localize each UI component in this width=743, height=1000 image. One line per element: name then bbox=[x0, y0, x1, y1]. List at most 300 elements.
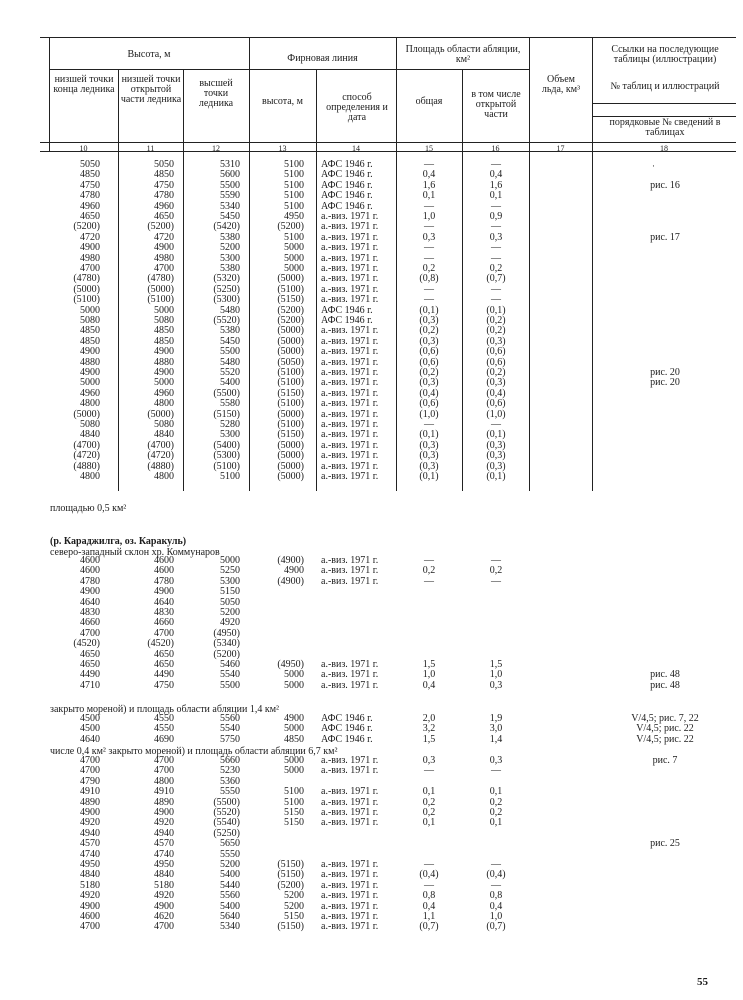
cell-c11: 4700 bbox=[154, 755, 174, 766]
table-row bbox=[40, 472, 736, 482]
cell-c15: (0,3) bbox=[419, 315, 439, 326]
cell-c13: (5000) bbox=[277, 346, 304, 358]
table-row bbox=[40, 839, 736, 849]
cell-c11: 4780 bbox=[154, 190, 174, 202]
refs-numbers-title: порядковые № сведений в таблицах bbox=[609, 117, 721, 138]
colnum-10: 10 bbox=[79, 144, 88, 153]
cell-c10: 4900 bbox=[80, 242, 100, 254]
cell-c10: 4850 bbox=[80, 169, 100, 181]
cell-c13: 5150 bbox=[284, 817, 304, 829]
cell-c18: рис. 25 bbox=[650, 838, 680, 850]
cell-c12: 5250 bbox=[220, 565, 240, 577]
cell-c10: (5100) bbox=[73, 294, 100, 306]
cell-c10: 4830 bbox=[80, 607, 100, 618]
cell-c15: — bbox=[424, 765, 434, 777]
cell-c14: а.-виз. 1971 г. bbox=[321, 575, 379, 587]
cell-c13: (5150) bbox=[277, 387, 304, 399]
cell-c15: — bbox=[424, 221, 434, 233]
cell-c12: 5380 bbox=[220, 231, 240, 243]
cell-c13: (4900) bbox=[277, 575, 304, 587]
table-row bbox=[40, 587, 736, 597]
cell-c10: 4600 bbox=[80, 565, 100, 577]
highest-point-title: высшей точки ледника bbox=[198, 78, 234, 109]
cell-c12: 5500 bbox=[220, 179, 240, 191]
cell-c10: (4700) bbox=[73, 439, 100, 451]
cell-c13: (5100) bbox=[277, 419, 304, 430]
cell-c11: 4900 bbox=[154, 346, 174, 358]
cell-c13: (5000) bbox=[277, 450, 304, 462]
table-row bbox=[40, 337, 736, 347]
cell-c16: — bbox=[491, 575, 501, 587]
cell-c13: 5000 bbox=[284, 263, 304, 274]
cell-c12: (5500) bbox=[213, 387, 240, 399]
cell-c10: 4640 bbox=[80, 596, 100, 608]
cell-c10: 4900 bbox=[80, 807, 100, 818]
cell-c15: (1,0) bbox=[419, 408, 439, 420]
cell-c16: 0,2 bbox=[489, 807, 503, 818]
cell-c12: 5520 bbox=[220, 367, 240, 378]
cell-c16: 1,5 bbox=[489, 659, 503, 670]
cell-c11: 4690 bbox=[154, 733, 174, 745]
cell-c14: АФС 1946 г. bbox=[321, 304, 373, 316]
colnum-14: 14 bbox=[352, 144, 360, 153]
section-title: (р. Караджилга, оз. Каракуль) bbox=[50, 536, 187, 547]
cell-c10: 4720 bbox=[80, 231, 100, 243]
cell-c14: а.-виз. 1971 г. bbox=[321, 659, 379, 670]
cell-c16: (0,6) bbox=[486, 398, 506, 410]
cell-c11: 4920 bbox=[154, 890, 174, 902]
cell-c10: 4700 bbox=[80, 755, 100, 766]
cell-c11: 5000 bbox=[154, 377, 174, 389]
cell-c10: 4960 bbox=[80, 387, 100, 399]
cell-c11: (5000) bbox=[147, 408, 174, 420]
cell-c10: 4700 bbox=[80, 627, 100, 639]
cell-c10: 4900 bbox=[80, 367, 100, 378]
cell-c11: 4750 bbox=[154, 679, 174, 691]
table-row bbox=[40, 295, 736, 305]
cell-c16: 1,9 bbox=[489, 713, 503, 724]
cell-c11: 4900 bbox=[154, 367, 174, 378]
cell-c11: 4890 bbox=[154, 796, 174, 808]
cell-c15: 0,2 bbox=[422, 796, 436, 808]
cell-c12: (5500) bbox=[213, 796, 240, 808]
cell-c16: — bbox=[491, 294, 501, 306]
table-row bbox=[40, 724, 736, 734]
cell-c14: а.-виз. 1971 г. bbox=[321, 565, 379, 577]
cell-c14: а.-виз. 1971 г. bbox=[321, 273, 379, 285]
cell-c12: (5320) bbox=[213, 273, 240, 285]
cell-c10: 4780 bbox=[80, 190, 100, 202]
height-group-title: Высота, м bbox=[127, 49, 171, 60]
cell-c10: 4900 bbox=[80, 586, 100, 598]
cell-c11: (5100) bbox=[147, 294, 174, 306]
cell-c10: 4980 bbox=[80, 252, 100, 264]
cell-c16: 1,0 bbox=[489, 911, 503, 922]
cell-c14: а.-виз. 1971 г. bbox=[321, 679, 379, 691]
cell-c15: (0,4) bbox=[419, 869, 439, 881]
cell-c13: (5050) bbox=[277, 356, 304, 368]
cell-c11: 4700 bbox=[154, 765, 174, 777]
cell-c16: — bbox=[491, 283, 501, 295]
cell-c11: 4720 bbox=[154, 231, 174, 243]
table-row bbox=[40, 306, 736, 316]
cell-c11: 4650 bbox=[154, 648, 174, 660]
cell-c12: 5310 bbox=[220, 159, 240, 170]
cell-c14: а.-виз. 1971 г. bbox=[321, 869, 379, 881]
cell-c12: (5520) bbox=[213, 807, 240, 818]
cell-c12: (5300) bbox=[213, 450, 240, 462]
cell-c14: АФС 1946 г. bbox=[321, 159, 373, 170]
table-row bbox=[40, 410, 736, 420]
colnum-18: 18 bbox=[660, 144, 668, 153]
cell-c14: а.-виз. 1971 г. bbox=[321, 755, 379, 766]
cell-c16: (0,1) bbox=[486, 429, 506, 441]
cell-c12: (5520) bbox=[213, 315, 240, 326]
cell-c13: (5200) bbox=[277, 304, 304, 316]
cell-c14: а.-виз. 1971 г. bbox=[321, 419, 379, 430]
cell-c16: 0,1 bbox=[489, 817, 503, 829]
table-row bbox=[40, 881, 736, 891]
cell-c12: 5750 bbox=[220, 733, 240, 745]
cell-c15: (0,3) bbox=[419, 335, 439, 347]
table-row bbox=[40, 285, 736, 295]
table-row bbox=[40, 181, 736, 191]
cell-c15: — bbox=[424, 200, 434, 212]
cell-c13: 4900 bbox=[284, 565, 304, 577]
cell-c12: 5360 bbox=[220, 775, 240, 787]
cell-c11: 4850 bbox=[154, 335, 174, 347]
cell-c14: АФС 1946 г. bbox=[321, 179, 373, 191]
cell-c18: рис. 20 bbox=[650, 367, 680, 378]
cell-c12: 5100 bbox=[220, 471, 240, 482]
table-row bbox=[40, 650, 736, 660]
table-row bbox=[40, 264, 736, 274]
firn-method-title: способ определения и дата bbox=[326, 92, 388, 123]
cell-c16: 0,1 bbox=[489, 786, 503, 798]
cell-c13: (4900) bbox=[277, 555, 304, 566]
cell-c15: 1,0 bbox=[422, 211, 436, 222]
cell-c14: а.-виз. 1971 г. bbox=[321, 471, 379, 482]
cell-c10: 4950 bbox=[80, 859, 100, 870]
cell-c12: 5540 bbox=[220, 723, 240, 735]
table-row bbox=[40, 639, 736, 649]
cell-c13: (5150) bbox=[277, 921, 304, 933]
cell-c16: — bbox=[491, 765, 501, 777]
cell-c15: 0,4 bbox=[422, 679, 436, 691]
cell-c13: 5000 bbox=[284, 723, 304, 735]
cell-c12: 5300 bbox=[220, 252, 240, 264]
cell-c16: 1,6 bbox=[489, 179, 503, 191]
cell-c13: 5100 bbox=[284, 179, 304, 191]
cell-c11: 4850 bbox=[154, 325, 174, 337]
table-row bbox=[40, 922, 736, 932]
cell-c11: 5050 bbox=[154, 159, 174, 170]
cell-c11: 4620 bbox=[154, 911, 174, 922]
cell-c11: 4740 bbox=[154, 848, 174, 860]
cell-c16: — bbox=[491, 200, 501, 212]
cell-c16: (0,1) bbox=[486, 471, 506, 482]
cell-c15: — bbox=[424, 252, 434, 264]
colnum-17: 17 bbox=[556, 144, 565, 153]
table-row bbox=[40, 912, 736, 922]
cell-c14: а.-виз. 1971 г. bbox=[321, 879, 379, 891]
cell-c14: а.-виз. 1971 г. bbox=[321, 294, 379, 306]
cell-c15: 0,4 bbox=[422, 900, 436, 912]
note-moraine: закрыто мореной) и площадь области абляции 1,4 км² bbox=[50, 704, 280, 715]
cell-c16: (0,6) bbox=[486, 346, 506, 358]
table-row bbox=[40, 681, 736, 691]
ablation-open-title: в том числе открытой части bbox=[471, 89, 521, 120]
cell-c16: (0,6) bbox=[486, 356, 506, 368]
cell-c10: (4880) bbox=[73, 460, 100, 472]
cell-c12: 5300 bbox=[220, 575, 240, 587]
table-row bbox=[40, 389, 736, 399]
cell-c14: АФС 1946 г. bbox=[321, 200, 373, 212]
cell-c10: 4920 bbox=[80, 890, 100, 902]
table-row bbox=[40, 399, 736, 409]
cell-c12: 5340 bbox=[220, 200, 240, 212]
table-row bbox=[40, 368, 736, 378]
colnum-12: 12 bbox=[212, 144, 220, 153]
cell-c12: (5100) bbox=[213, 460, 240, 472]
cell-c13: 5000 bbox=[284, 755, 304, 766]
cell-c13: (5100) bbox=[277, 367, 304, 378]
cell-c10: 4910 bbox=[80, 786, 100, 798]
cell-c15: 0,2 bbox=[422, 565, 436, 577]
table-row bbox=[40, 891, 736, 901]
cell-c13: (4950) bbox=[277, 659, 304, 670]
cell-c14: а.-виз. 1971 г. bbox=[321, 263, 379, 274]
table-row bbox=[40, 577, 736, 587]
cell-c11: 4960 bbox=[154, 200, 174, 212]
cell-c12: 5300 bbox=[220, 429, 240, 441]
cell-c12: 5500 bbox=[220, 346, 240, 358]
table-row bbox=[40, 358, 736, 368]
cell-c13: (5200) bbox=[277, 221, 304, 233]
cell-c11: 4960 bbox=[154, 387, 174, 399]
cell-c12: 5150 bbox=[220, 586, 240, 598]
cell-c16: 0,2 bbox=[489, 796, 503, 808]
table-row bbox=[40, 347, 736, 357]
table-row bbox=[40, 766, 736, 776]
cell-c11: 5000 bbox=[154, 304, 174, 316]
table-row bbox=[40, 566, 736, 576]
cell-c12: 5450 bbox=[220, 335, 240, 347]
cell-c15: — bbox=[424, 159, 434, 170]
cell-c18: V/4,5; рис. 22 bbox=[636, 723, 694, 735]
cell-c18: рис. 7 bbox=[652, 755, 678, 766]
cell-c16: 1,0 bbox=[489, 669, 503, 681]
cell-c14: а.-виз. 1971 г. bbox=[321, 231, 379, 243]
cell-c15: 0,1 bbox=[422, 786, 436, 798]
cell-c10: 4500 bbox=[80, 723, 100, 735]
table-row bbox=[40, 608, 736, 618]
cell-c18: рис. 16 bbox=[650, 179, 680, 191]
table-row bbox=[40, 850, 736, 860]
cell-c10: 4940 bbox=[80, 827, 100, 839]
note-area: площадью 0,5 км² bbox=[50, 503, 127, 514]
cell-c12: 5580 bbox=[220, 398, 240, 410]
cell-c18: рис. 20 bbox=[650, 377, 680, 389]
cell-c15: (0,2) bbox=[419, 325, 439, 337]
cell-c11: 4700 bbox=[154, 627, 174, 639]
cell-c11: 4900 bbox=[154, 900, 174, 912]
cell-c11: 4880 bbox=[154, 356, 174, 368]
cell-c16: (0,2) bbox=[486, 367, 506, 378]
cell-c14: а.-виз. 1971 г. bbox=[321, 555, 379, 566]
cell-c11: 4840 bbox=[154, 869, 174, 881]
cell-c13: 5100 bbox=[284, 200, 304, 212]
table-row bbox=[40, 243, 736, 253]
colnum-11: 11 bbox=[146, 144, 155, 153]
cell-c12: 5560 bbox=[220, 890, 240, 902]
cell-c12: (5540) bbox=[213, 817, 240, 829]
cell-c11: 4910 bbox=[154, 786, 174, 798]
cell-c15: (0,4) bbox=[419, 387, 439, 399]
table-row bbox=[40, 462, 736, 472]
cell-c15: (0,6) bbox=[419, 356, 439, 368]
page-speck: · bbox=[652, 161, 655, 171]
cell-c13: (5000) bbox=[277, 408, 304, 420]
cell-c10: 4750 bbox=[80, 179, 100, 191]
cell-c11: (4720) bbox=[147, 450, 174, 462]
cell-c15: — bbox=[424, 575, 434, 587]
cell-c13: (5000) bbox=[277, 471, 304, 482]
cell-c13: (5150) bbox=[277, 859, 304, 870]
cell-c14: а.-виз. 1971 г. bbox=[321, 242, 379, 254]
cell-c12: 5480 bbox=[220, 356, 240, 368]
cell-c16: — bbox=[491, 419, 501, 430]
cell-c15: 1,5 bbox=[422, 733, 436, 745]
cell-c12: 5640 bbox=[220, 911, 240, 922]
cell-c12: 5550 bbox=[220, 848, 240, 860]
cell-c15: 1,6 bbox=[422, 179, 436, 191]
cell-c14: а.-виз. 1971 г. bbox=[321, 387, 379, 399]
table-row bbox=[40, 660, 736, 670]
table-body bbox=[40, 0, 736, 1000]
cell-c14: а.-виз. 1971 г. bbox=[321, 252, 379, 264]
cell-c16: — bbox=[491, 159, 501, 170]
cell-c11: 4650 bbox=[154, 211, 174, 222]
cell-c11: 4900 bbox=[154, 586, 174, 598]
cell-c15: 1,0 bbox=[422, 669, 436, 681]
cell-c10: 4500 bbox=[80, 713, 100, 724]
cell-c13: (5000) bbox=[277, 460, 304, 472]
cell-c14: а.-виз. 1971 г. bbox=[321, 911, 379, 922]
firn-height-title: высота, м bbox=[261, 96, 303, 107]
cell-c11: 4940 bbox=[154, 827, 174, 839]
cell-c14: а.-виз. 1971 г. bbox=[321, 807, 379, 818]
cell-c10: 4900 bbox=[80, 346, 100, 358]
cell-c11: 4980 bbox=[154, 252, 174, 264]
cell-c16: 0,2 bbox=[489, 263, 503, 274]
cell-c16: — bbox=[491, 879, 501, 891]
cell-c12: 5280 bbox=[220, 419, 240, 430]
cell-c10: 4800 bbox=[80, 471, 100, 482]
cell-c16: (0,3) bbox=[486, 439, 506, 451]
cell-c11: (4520) bbox=[147, 638, 174, 650]
cell-c12: 5050 bbox=[220, 596, 240, 608]
cell-c10: 5180 bbox=[80, 879, 100, 891]
cell-c16: 0,3 bbox=[489, 755, 503, 766]
cell-c10: 4600 bbox=[80, 911, 100, 922]
cell-c10: 4850 bbox=[80, 325, 100, 337]
cell-c13: (5150) bbox=[277, 869, 304, 881]
cell-c13: 5100 bbox=[284, 169, 304, 181]
cell-c11: 4700 bbox=[154, 263, 174, 274]
cell-c13: 5100 bbox=[284, 190, 304, 202]
cell-c15: 0,4 bbox=[422, 169, 436, 181]
cell-c18: рис. 48 bbox=[650, 679, 680, 691]
cell-c15: 0,2 bbox=[422, 263, 436, 274]
cell-c10: 4700 bbox=[80, 765, 100, 777]
cell-c14: а.-виз. 1971 г. bbox=[321, 817, 379, 829]
lowest-point-title: низшей точки конца ледника bbox=[53, 74, 115, 95]
cell-c10: 4570 bbox=[80, 838, 100, 850]
table-row bbox=[40, 598, 736, 608]
table-row bbox=[40, 378, 736, 388]
cell-c10: 4650 bbox=[80, 648, 100, 660]
cell-c15: (0,3) bbox=[419, 377, 439, 389]
ice-volume-title: Объем льда, км³ bbox=[541, 74, 581, 95]
cell-c13: (5150) bbox=[277, 294, 304, 306]
cell-c10: 4920 bbox=[80, 817, 100, 829]
cell-c11: 4780 bbox=[154, 575, 174, 587]
table-row bbox=[40, 629, 736, 639]
cell-c12: (5300) bbox=[213, 294, 240, 306]
cell-c16: — bbox=[491, 252, 501, 264]
cell-c12: 5500 bbox=[220, 679, 240, 691]
cell-c15: 0,1 bbox=[422, 817, 436, 829]
cell-c15: — bbox=[424, 879, 434, 891]
cell-c11: 4600 bbox=[154, 555, 174, 566]
table-row bbox=[40, 191, 736, 201]
cell-c18: V/4,5; рис. 7, 22 bbox=[631, 713, 699, 724]
cell-c16: (0,1) bbox=[486, 304, 506, 316]
cell-c14: а.-виз. 1971 г. bbox=[321, 890, 379, 902]
cell-c16: (0,2) bbox=[486, 315, 506, 326]
firn-group-title: Фирновая линия bbox=[287, 53, 358, 64]
cell-c16: 3,0 bbox=[489, 723, 503, 735]
cell-c14: а.-виз. 1971 г. bbox=[321, 796, 379, 808]
cell-c10: 4850 bbox=[80, 335, 100, 347]
cell-c10: 4700 bbox=[80, 263, 100, 274]
cell-c10: (4780) bbox=[73, 273, 100, 285]
cell-c10: 4650 bbox=[80, 659, 100, 670]
cell-c12: 5380 bbox=[220, 325, 240, 337]
cell-c11: 4640 bbox=[154, 596, 174, 608]
cell-c12: 5650 bbox=[220, 838, 240, 850]
cell-c16: (0,3) bbox=[486, 460, 506, 472]
cell-c14: а.-виз. 1971 г. bbox=[321, 450, 379, 462]
cell-c15: (0,1) bbox=[419, 304, 439, 316]
cell-c10: 4900 bbox=[80, 900, 100, 912]
cell-c12: (5420) bbox=[213, 221, 240, 233]
cell-c11: 4550 bbox=[154, 723, 174, 735]
cell-c11: 4490 bbox=[154, 669, 174, 681]
cell-c14: а.-виз. 1971 г. bbox=[321, 211, 379, 222]
cell-c14: а.-виз. 1971 г. bbox=[321, 429, 379, 441]
cell-c13: (5000) bbox=[277, 439, 304, 451]
cell-c13: 5150 bbox=[284, 911, 304, 922]
cell-c11: (4880) bbox=[147, 460, 174, 472]
cell-c10: (4520) bbox=[73, 638, 100, 650]
cell-c13: (5000) bbox=[277, 325, 304, 337]
cell-c15: 2,0 bbox=[422, 713, 436, 724]
cell-c14: АФС 1946 г. bbox=[321, 733, 373, 745]
cell-c11: 5180 bbox=[154, 879, 174, 891]
cell-c16: (0,3) bbox=[486, 335, 506, 347]
